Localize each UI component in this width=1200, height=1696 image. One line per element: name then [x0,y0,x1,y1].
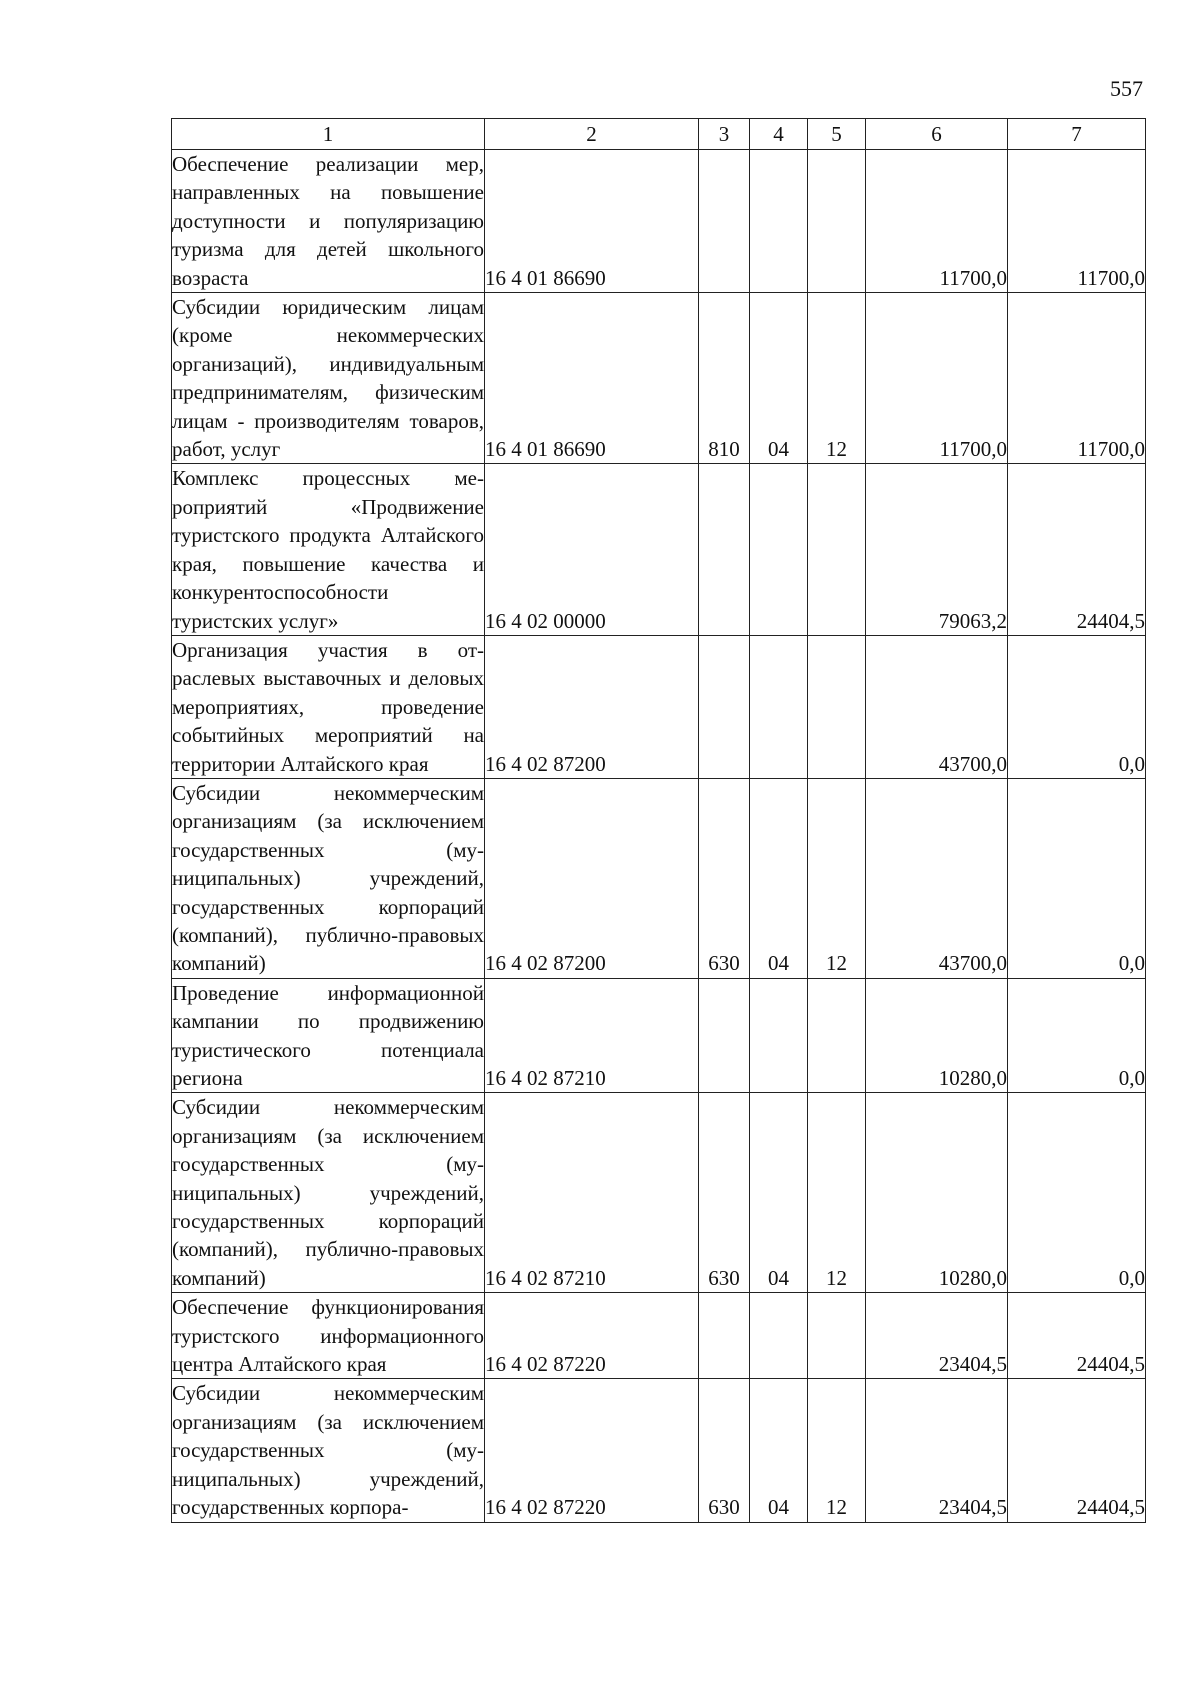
row-col6: 11700,0 [866,150,1008,293]
row-col5 [808,978,866,1093]
row-col5: 12 [808,1379,866,1522]
row-col3: 630 [699,1093,750,1293]
row-col5 [808,464,866,635]
row-col3 [699,1293,750,1379]
table-row [172,978,1146,1093]
row-col7: 0,0 [1008,635,1146,778]
column-header-2: 2 [485,119,699,150]
row-col3: 810 [699,293,750,464]
table-row [172,293,1146,464]
row-col4: 04 [750,1379,808,1522]
row-code: 16 4 02 87200 [485,778,699,978]
row-col4: 04 [750,293,808,464]
row-col6: 10280,0 [866,978,1008,1093]
row-col7: 11700,0 [1008,150,1146,293]
row-col3 [699,150,750,293]
row-col4 [750,635,808,778]
row-col4 [750,150,808,293]
column-header-7: 7 [1008,119,1146,150]
row-col7: 0,0 [1008,1093,1146,1293]
row-code: 16 4 02 87220 [485,1379,699,1522]
row-col6: 79063,2 [866,464,1008,635]
table-row [172,778,1146,978]
row-col3: 630 [699,1379,750,1522]
column-header-1: 1 [172,119,485,150]
row-name: Обеспечение реализации мер, направленных на повышение доступности и популяризацию туризма для детей школьного возраста [172,150,485,293]
row-col6: 10280,0 [866,1093,1008,1293]
table-row [172,150,1146,293]
row-col3: 630 [699,778,750,978]
table-row [172,464,1146,635]
row-col4 [750,1293,808,1379]
table-header-row [172,119,1146,150]
row-col3 [699,635,750,778]
row-code: 16 4 01 86690 [485,293,699,464]
row-col6: 23404,5 [866,1293,1008,1379]
row-col5 [808,1293,866,1379]
row-col7: 24404,5 [1008,1379,1146,1522]
row-col6: 43700,0 [866,778,1008,978]
row-col5: 12 [808,293,866,464]
row-col7: 24404,5 [1008,1293,1146,1379]
row-code: 16 4 02 00000 [485,464,699,635]
row-name: Комплекс процессных мероприятий «Продвижение туристского продукта Алтайского края, повышение качества и конкурентоспособности туристских услуг» [172,464,485,635]
row-name: Субсидии некоммерческим организациям (за исключением государственных (муниципальных) учреждений, государственных корпораций (компаний), публично-правовых компаний) [172,1093,485,1293]
row-col7: 0,0 [1008,778,1146,978]
table-row [172,1293,1146,1379]
row-name: Субсидии некоммерческим организациям (за исключением государственных (муниципальных) учреждений, государственных корпора- [172,1379,485,1522]
column-header-6: 6 [866,119,1008,150]
column-header-4: 4 [750,119,808,150]
row-col7: 0,0 [1008,978,1146,1093]
row-col5 [808,635,866,778]
table-row [172,1379,1146,1522]
row-col6: 43700,0 [866,635,1008,778]
column-header-3: 3 [699,119,750,150]
row-code: 16 4 02 87210 [485,978,699,1093]
row-code: 16 4 01 86690 [485,150,699,293]
row-col4 [750,978,808,1093]
row-col4: 04 [750,778,808,978]
row-col6: 23404,5 [866,1379,1008,1522]
row-col4 [750,464,808,635]
budget-table [171,118,1146,1523]
row-col5: 12 [808,778,866,978]
row-name: Субсидии юридическим лицам (кроме некоммерческих организаций), индивидуальным предпринимателям, физическим лицам - производителям товаров, работ, услуг [172,293,485,464]
row-name: Проведение информационной кампании по продвижению туристического потенциала региона [172,978,485,1093]
row-col5: 12 [808,1093,866,1293]
row-name: Обеспечение функционирования туристского информационного центра Алтайского края [172,1293,485,1379]
table-row [172,635,1146,778]
row-col7: 24404,5 [1008,464,1146,635]
page-number: 557 [1110,76,1143,101]
column-header-5: 5 [808,119,866,150]
row-col6: 11700,0 [866,293,1008,464]
row-name: Организация участия в отраслевых выставочных и деловых мероприятиях, проведение событийных мероприятий на территории Алтайского края [172,635,485,778]
row-code: 16 4 02 87210 [485,1093,699,1293]
row-name: Субсидии некоммерческим организациям (за исключением государственных (муниципальных) учреждений, государственных корпораций (компаний), публично-правовых компаний) [172,778,485,978]
row-code: 16 4 02 87200 [485,635,699,778]
row-col3 [699,464,750,635]
row-col4: 04 [750,1093,808,1293]
row-col3 [699,978,750,1093]
row-col5 [808,150,866,293]
table-row [172,1093,1146,1293]
row-code: 16 4 02 87220 [485,1293,699,1379]
row-col7: 11700,0 [1008,293,1146,464]
